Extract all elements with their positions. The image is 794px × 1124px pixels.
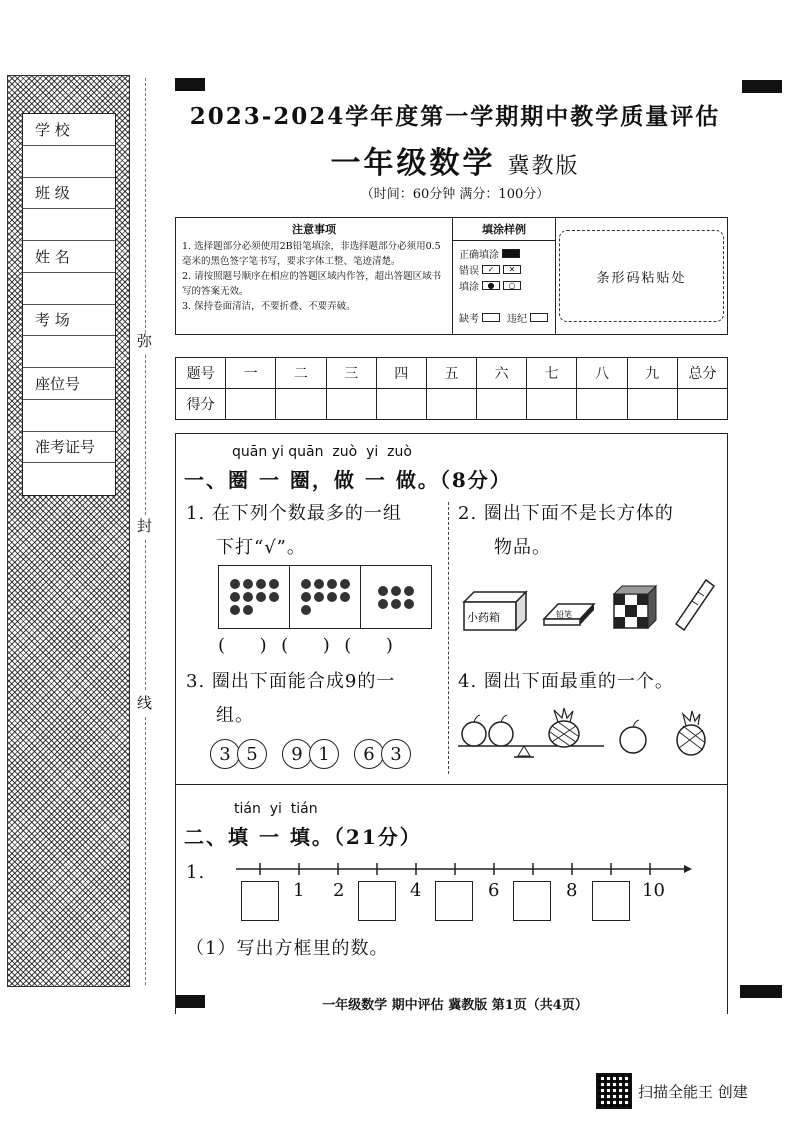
field-room xyxy=(23,305,115,337)
seal-char: 线 xyxy=(137,694,153,712)
violation-box[interactable] xyxy=(530,313,548,322)
answer-box[interactable] xyxy=(241,881,279,921)
dot-grid xyxy=(230,579,279,615)
number-circle: 5 xyxy=(237,739,267,769)
field-label: 准考证号 xyxy=(35,438,96,457)
q1-label: 1. xyxy=(186,862,206,883)
dot-grid xyxy=(378,586,414,609)
dot xyxy=(269,579,279,589)
sample-heading: 填涂样例 xyxy=(453,218,555,241)
sample-absent xyxy=(459,309,549,325)
subject-name: 一年级数学 xyxy=(330,146,496,181)
time-info: （时间：60分钟 满分：100分） xyxy=(360,187,550,202)
seal-line xyxy=(145,717,146,985)
q3-line1: 3. 圈出下面能合成9的一 xyxy=(186,671,396,692)
sample-wrong xyxy=(459,277,549,293)
sub-question-1: （1）写出方框里的数。 xyxy=(186,938,389,959)
dot xyxy=(243,605,253,615)
col-label: 六 xyxy=(477,358,527,389)
dot-box-icon: ● xyxy=(482,281,500,290)
dot-group xyxy=(290,566,361,628)
absent-label: 缺考 xyxy=(459,313,479,325)
field-blank[interactable] xyxy=(23,400,115,432)
scan-label: 扫描全能王 创建 xyxy=(638,1082,748,1101)
field-blank[interactable] xyxy=(23,273,115,305)
registration-mark xyxy=(740,985,782,998)
col-label: 五 xyxy=(426,358,476,389)
number-circle: 6 xyxy=(354,739,384,769)
number-pair[interactable] xyxy=(210,739,264,769)
q3-pairs xyxy=(210,739,408,769)
medicine-box-icon[interactable] xyxy=(464,592,526,630)
section2-heading: 二、填 一 填。（21分） xyxy=(184,825,422,849)
col-label: 三 xyxy=(326,358,376,389)
section1-heading: 一、圈 一 圈，做 一 做。（8分） xyxy=(184,468,512,492)
field-class xyxy=(23,178,115,210)
notice-box xyxy=(175,217,728,335)
score-row xyxy=(176,389,728,420)
number-circle: 3 xyxy=(381,739,411,769)
page-footer: 一年级数学 期中评估 冀教版 第1页（共4页） xyxy=(322,998,588,1013)
dot xyxy=(230,605,240,615)
barcode-area: 条形码粘贴处 xyxy=(559,230,724,322)
row-label: 得分 xyxy=(176,389,226,420)
cross-box-icon: ✕ xyxy=(503,265,521,274)
field-school xyxy=(23,114,115,146)
pineapple-icon[interactable] xyxy=(549,708,579,747)
arrow-icon xyxy=(684,865,692,873)
exam-title: 2023-2024学年度第一学期期中教学质量评估 xyxy=(189,103,721,130)
sample-label: 正确填涂 xyxy=(459,249,499,261)
score-cell[interactable] xyxy=(677,389,727,420)
field-label: 班 级 xyxy=(35,184,70,203)
sample-correct xyxy=(459,245,549,261)
answer-box[interactable] xyxy=(435,881,473,921)
violation-label: 违纪 xyxy=(507,313,527,325)
exam-subject xyxy=(175,138,735,182)
field-name xyxy=(23,241,115,273)
dot xyxy=(269,592,279,602)
dot-group xyxy=(361,566,431,628)
q2-line2: 物品。 xyxy=(494,537,551,558)
qr-code-icon xyxy=(596,1073,632,1109)
number-pair[interactable] xyxy=(282,739,336,769)
dot xyxy=(301,605,311,615)
seal-line xyxy=(145,540,146,690)
score-cell[interactable] xyxy=(627,389,677,420)
col-label: 一 xyxy=(226,358,276,389)
score-cell[interactable] xyxy=(477,389,527,420)
answer-box[interactable] xyxy=(358,881,396,921)
col-label: 七 xyxy=(527,358,577,389)
notice-item: 2. 请按照题号顺序在相应的答题区域内作答，超出答题区域书写的答案无效。 xyxy=(182,271,442,297)
dot xyxy=(378,586,388,596)
ruler-icon[interactable] xyxy=(676,580,714,630)
dot xyxy=(391,586,401,596)
seal-line xyxy=(145,78,146,333)
field-seat xyxy=(23,368,115,400)
apple-icon[interactable] xyxy=(462,715,486,746)
fill-sample xyxy=(453,218,556,334)
score-cell[interactable] xyxy=(426,389,476,420)
q1-dot-groups xyxy=(218,565,432,629)
score-cell[interactable] xyxy=(376,389,426,420)
seal-line xyxy=(145,355,146,515)
dot xyxy=(404,586,414,596)
field-blank[interactable] xyxy=(23,463,115,495)
notice-item: 1. 选择题部分必须使用2B铅笔填涂，非选择题部分必须用0.5毫米的黑色签字笔书写，要求字体工整、笔迹清楚。 xyxy=(182,241,441,267)
number-circle: 3 xyxy=(210,739,240,769)
circle-box-icon: ○ xyxy=(503,281,521,290)
dot xyxy=(230,592,240,602)
number-circle: 9 xyxy=(282,739,312,769)
number-label: 1 xyxy=(293,880,305,901)
number-circle: 1 xyxy=(309,739,339,769)
edition-name: 冀教版 xyxy=(507,154,580,179)
column-divider xyxy=(448,502,449,774)
field-blank[interactable] xyxy=(23,146,115,178)
dot xyxy=(256,579,266,589)
dot xyxy=(404,599,414,609)
answer-box[interactable] xyxy=(592,881,630,921)
col-label: 九 xyxy=(627,358,677,389)
field-label: 姓 名 xyxy=(35,247,70,266)
sample-label: 填涂 xyxy=(459,281,479,293)
q1-line2: 下打“√”。 xyxy=(216,537,306,558)
dot xyxy=(314,579,324,589)
dot xyxy=(327,579,337,589)
dot xyxy=(301,579,311,589)
dot xyxy=(340,592,350,602)
pineapple-icon[interactable] xyxy=(677,711,705,755)
number-label: 10 xyxy=(642,880,665,901)
number-label: 8 xyxy=(566,880,578,901)
col-label: 四 xyxy=(376,358,426,389)
box-label: 铅笔 xyxy=(556,610,572,619)
field-blank[interactable] xyxy=(23,209,115,241)
score-cell[interactable] xyxy=(326,389,376,420)
q1-answer-slots[interactable]: ( ) ( ) ( ) xyxy=(218,635,394,656)
section-2 xyxy=(175,784,728,1014)
student-info-box xyxy=(22,113,116,496)
field-label: 座位号 xyxy=(35,374,81,393)
q2-objects xyxy=(458,574,720,644)
box-label: 小药箱 xyxy=(467,611,500,624)
balance-scale-icon xyxy=(458,746,604,757)
scan-watermark xyxy=(596,1073,748,1109)
dot-group xyxy=(219,566,290,628)
score-cell[interactable] xyxy=(577,389,627,420)
field-exam-id xyxy=(23,432,115,464)
q2-line1: 2. 圈出下面不是长方体的 xyxy=(458,503,674,524)
rubik-cube-icon[interactable] xyxy=(614,586,656,628)
registration-mark xyxy=(175,78,205,91)
q1-line1: 1. 在下列个数最多的一组 xyxy=(186,503,402,524)
notice-notes xyxy=(176,218,453,334)
dot xyxy=(378,599,388,609)
check-box-icon: ✓ xyxy=(482,265,500,274)
col-label: 二 xyxy=(276,358,326,389)
dot xyxy=(230,579,240,589)
seal-char: 弥 xyxy=(137,332,153,350)
score-cell[interactable] xyxy=(276,389,326,420)
row-label: 题号 xyxy=(176,358,226,389)
number-label: 4 xyxy=(410,880,422,901)
answer-box[interactable] xyxy=(513,881,551,921)
dot xyxy=(243,579,253,589)
apple-icon[interactable] xyxy=(489,715,513,746)
dot xyxy=(243,592,253,602)
number-pair[interactable] xyxy=(354,739,408,769)
section-1 xyxy=(175,433,728,785)
field-blank[interactable] xyxy=(23,336,115,368)
score-cell[interactable] xyxy=(226,389,276,420)
absent-box[interactable] xyxy=(482,313,500,322)
q3-line2: 组。 xyxy=(216,705,254,726)
dot xyxy=(391,599,401,609)
dot xyxy=(340,579,350,589)
section1-pinyin: quān yi quān zuò yi zuò xyxy=(232,444,412,460)
col-label: 总分 xyxy=(677,358,727,389)
field-label: 考 场 xyxy=(35,311,70,330)
number-label: 2 xyxy=(333,880,345,901)
section2-pinyin: tián yi tián xyxy=(234,801,318,817)
registration-mark xyxy=(742,80,782,93)
seal-char: 封 xyxy=(137,517,153,535)
pencil-box-icon[interactable] xyxy=(544,604,594,625)
notice-item: 3. 保持卷面清洁，不要折叠、不要弄破。 xyxy=(182,301,356,312)
dot xyxy=(301,592,311,602)
score-header-row xyxy=(176,358,728,389)
dot xyxy=(256,592,266,602)
sample-wrong xyxy=(459,261,549,277)
dot-grid xyxy=(301,579,350,615)
score-table xyxy=(175,357,728,420)
filled-box-icon xyxy=(502,249,520,258)
sample-label: 错误 xyxy=(459,265,479,277)
score-cell[interactable] xyxy=(527,389,577,420)
dot xyxy=(327,592,337,602)
q4-scale-figure xyxy=(454,704,724,772)
q4-line: 4. 圈出下面最重的一个。 xyxy=(458,671,674,692)
field-label: 学 校 xyxy=(35,120,70,139)
dot xyxy=(314,592,324,602)
notice-heading: 注意事项 xyxy=(292,223,336,236)
number-label: 6 xyxy=(488,880,500,901)
col-label: 八 xyxy=(577,358,627,389)
apple-icon[interactable] xyxy=(620,720,646,753)
